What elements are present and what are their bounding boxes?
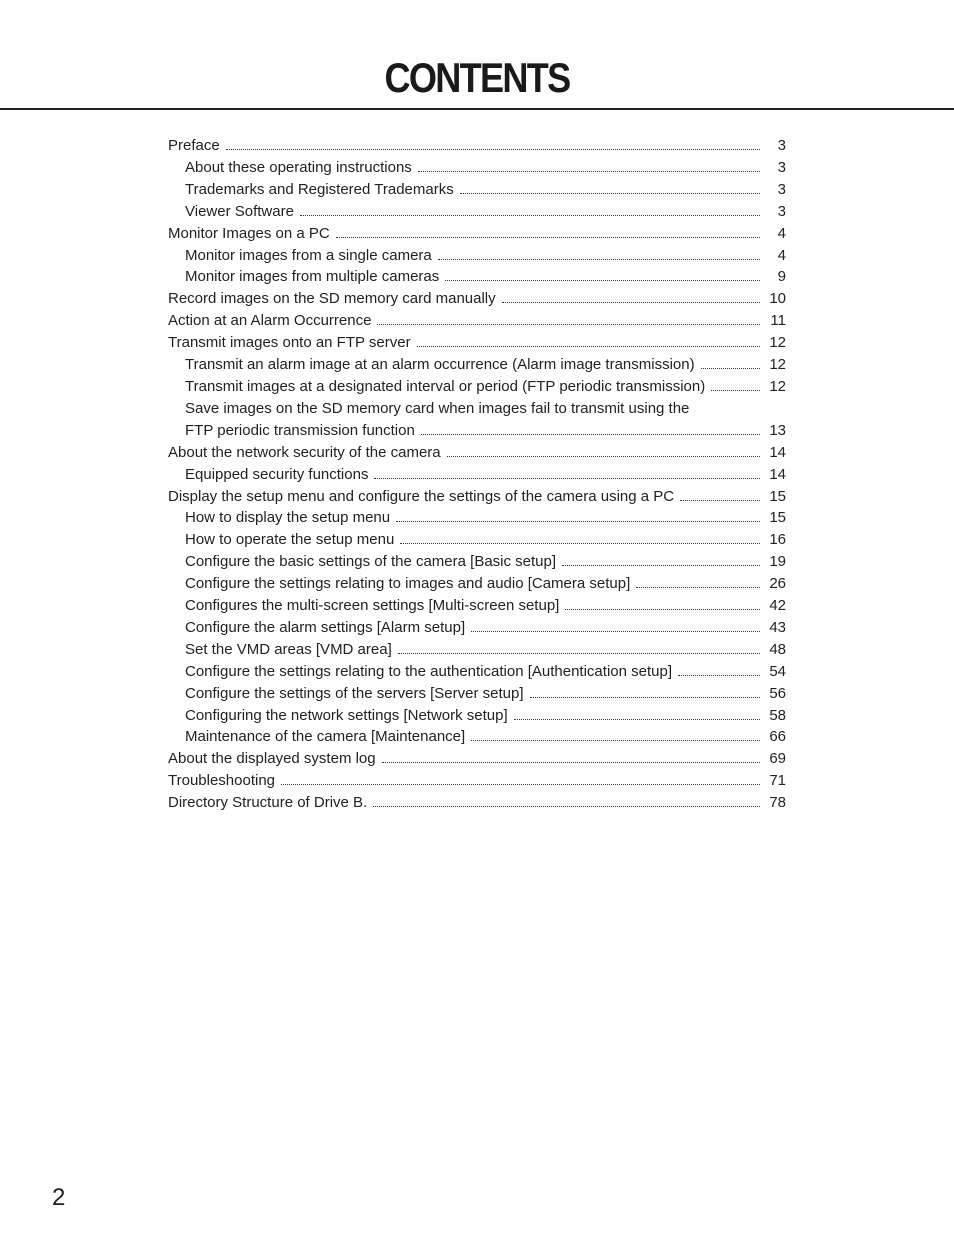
page-title: CONTENTS: [384, 54, 570, 101]
dot-leader: [396, 521, 760, 522]
toc-entry[interactable]: [168, 332, 786, 354]
toc-entry-title: Configuring the network settings [Network setup]: [185, 706, 508, 724]
toc-entry-page-number: 56: [769, 684, 786, 702]
dot-leader: [377, 324, 760, 325]
toc-entry-page-number: 15: [769, 509, 786, 527]
dot-leader: [680, 500, 760, 501]
toc-entry-title: Transmit images onto an FTP server: [168, 334, 411, 352]
toc-entry[interactable]: [168, 661, 786, 683]
dot-leader: [530, 697, 760, 698]
toc-entry-title: Set the VMD areas [VMD area]: [185, 640, 392, 658]
toc-entry-page-number: 12: [769, 334, 786, 352]
dot-leader: [711, 390, 760, 391]
dot-leader: [471, 631, 760, 632]
toc-entry-title: Transmit an alarm image at an alarm occurrence (Alarm image transmission): [185, 356, 695, 374]
dot-leader: [514, 719, 760, 720]
toc-entry-page-number: 3: [777, 180, 786, 198]
toc-entry[interactable]: [168, 770, 786, 792]
toc-entry-title: Configure the alarm settings [Alarm setup]: [185, 618, 466, 636]
toc-entry[interactable]: [168, 223, 786, 245]
toc-entry[interactable]: [168, 420, 786, 442]
toc-entry-title: Monitor images from multiple cameras: [185, 268, 440, 286]
toc-entry-page-number: 3: [777, 158, 786, 176]
toc-entry-title: Directory Structure of Drive B.: [168, 794, 368, 812]
toc-entry-title: Configure the settings relating to images and audio [Camera setup]: [185, 575, 631, 593]
dot-leader: [502, 302, 760, 303]
toc-entry-title: Transmit images at a designated interval or period (FTP periodic transmission): [185, 377, 706, 395]
toc-entry-title: Maintenance of the camera [Maintenance]: [185, 728, 466, 746]
toc-entry-title: Record images on the SD memory card manually: [168, 290, 496, 308]
dot-leader: [565, 609, 760, 610]
toc-entry-title: FTP periodic transmission function: [185, 421, 415, 439]
dot-leader: [374, 478, 760, 479]
toc-entry-page-number: 3: [777, 137, 786, 154]
toc-entry[interactable]: [168, 748, 786, 770]
toc-entry[interactable]: [168, 726, 786, 748]
toc-entry-title: About the network security of the camera: [168, 443, 441, 461]
dot-leader: [398, 653, 760, 654]
toc-entry-page-number: 3: [777, 202, 786, 220]
dot-leader: [562, 565, 760, 566]
toc-entry[interactable]: [168, 486, 786, 508]
toc-entry-page-number: 54: [769, 662, 786, 680]
table-of-contents: [168, 135, 786, 814]
dot-leader: [373, 806, 760, 807]
toc-entry[interactable]: [168, 639, 786, 661]
toc-entry-title: Display the setup menu and configure the settings of the camera using a PC: [168, 487, 675, 505]
toc-entry[interactable]: [168, 573, 786, 595]
toc-entry[interactable]: [168, 288, 786, 310]
toc-entry-title: Configure the settings relating to the authentication [Authentication setup]: [185, 662, 672, 680]
toc-entry-title: Configure the settings of the servers [Server setup]: [185, 684, 524, 702]
toc-entry[interactable]: [168, 617, 786, 639]
toc-entry-title: Viewer Software: [185, 202, 294, 220]
dot-leader: [471, 740, 760, 741]
dot-leader: [438, 259, 760, 260]
toc-entry-page-number: 4: [777, 224, 786, 242]
toc-entry-page-number: 69: [769, 750, 786, 768]
toc-entry-page-number: 9: [777, 268, 786, 286]
dot-leader: [460, 193, 760, 194]
dot-leader: [382, 762, 760, 763]
dot-leader: [400, 543, 760, 544]
toc-entry-title: Troubleshooting: [168, 772, 276, 790]
toc-entry-title: About the displayed system log: [168, 750, 376, 768]
title-divider: [0, 108, 954, 110]
toc-entry-title: Configures the multi-screen settings [Multi-screen setup]: [185, 597, 560, 615]
dot-leader: [421, 434, 760, 435]
toc-entry-title: How to operate the setup menu: [185, 531, 395, 549]
toc-entry-page-number: 10: [769, 290, 786, 308]
toc-entry-title: Monitor Images on a PC: [168, 224, 330, 242]
toc-entry-title: Equipped security functions: [185, 465, 369, 483]
toc-entry-page-number: 66: [769, 728, 786, 746]
toc-entry[interactable]: [168, 551, 786, 573]
toc-entry[interactable]: [168, 310, 786, 332]
toc-entry-title: Action at an Alarm Occurrence: [168, 312, 372, 330]
toc-entry-page-number: 11: [770, 312, 786, 330]
dot-leader: [701, 368, 760, 369]
toc-entry[interactable]: [168, 201, 786, 223]
dot-leader: [636, 587, 760, 588]
dot-leader: [447, 456, 760, 457]
toc-entry-page-number: 19: [769, 553, 786, 571]
dot-leader: [678, 675, 760, 676]
toc-entry-title: Preface: [168, 137, 220, 154]
toc-entry[interactable]: [168, 529, 786, 551]
toc-entry[interactable]: [168, 792, 786, 814]
toc-entry-title: Monitor images from a single camera: [185, 246, 432, 264]
dot-leader: [417, 346, 760, 347]
toc-entry-page-number: 12: [769, 356, 786, 374]
toc-entry[interactable]: [168, 135, 786, 157]
toc-entry[interactable]: [168, 705, 786, 727]
toc-entry-page-number: 12: [769, 377, 786, 395]
toc-entry-title: Trademarks and Registered Trademarks: [185, 180, 454, 198]
toc-entry[interactable]: [168, 442, 786, 464]
toc-entry-page-number: 42: [769, 597, 786, 615]
toc-entry[interactable]: [168, 464, 786, 486]
toc-entry[interactable]: [168, 179, 786, 201]
toc-entry[interactable]: [168, 398, 786, 420]
dot-leader: [226, 149, 760, 150]
toc-entry-page-number: 15: [769, 487, 786, 505]
dot-leader: [418, 171, 760, 172]
toc-entry-title: Configure the basic settings of the camera [Basic setup]: [185, 553, 557, 571]
dot-leader: [300, 215, 760, 216]
toc-entry-page-number: 71: [769, 772, 786, 790]
toc-entry[interactable]: [168, 376, 786, 398]
toc-entry[interactable]: [168, 507, 786, 529]
toc-entry[interactable]: [168, 245, 786, 267]
toc-entry-page-number: 26: [769, 575, 786, 593]
toc-entry-page-number: 43: [769, 618, 786, 636]
toc-entry-title: How to display the setup menu: [185, 509, 391, 527]
toc-entry[interactable]: [168, 595, 786, 617]
toc-entry-page-number: 14: [769, 465, 786, 483]
toc-entry[interactable]: [168, 683, 786, 705]
toc-entry-page-number: 4: [777, 246, 786, 264]
toc-entry-page-number: 78: [769, 794, 786, 812]
toc-entry[interactable]: [168, 266, 786, 288]
toc-entry-page-number: 58: [769, 706, 786, 724]
page-number: 2: [52, 1184, 66, 1211]
toc-entry-title: About these operating instructions: [185, 158, 412, 176]
toc-entry[interactable]: [168, 354, 786, 376]
dot-leader: [445, 280, 760, 281]
dot-leader: [281, 784, 760, 785]
toc-entry-title: Save images on the SD memory card when images fail to transmit using the: [185, 399, 690, 417]
dot-leader: [336, 237, 760, 238]
toc-entry-page-number: 48: [769, 640, 786, 658]
toc-entry-page-number: 14: [769, 443, 786, 461]
toc-entry-page-number: 13: [769, 421, 786, 439]
toc-entry-page-number: 16: [769, 531, 786, 549]
toc-entry[interactable]: [168, 157, 786, 179]
